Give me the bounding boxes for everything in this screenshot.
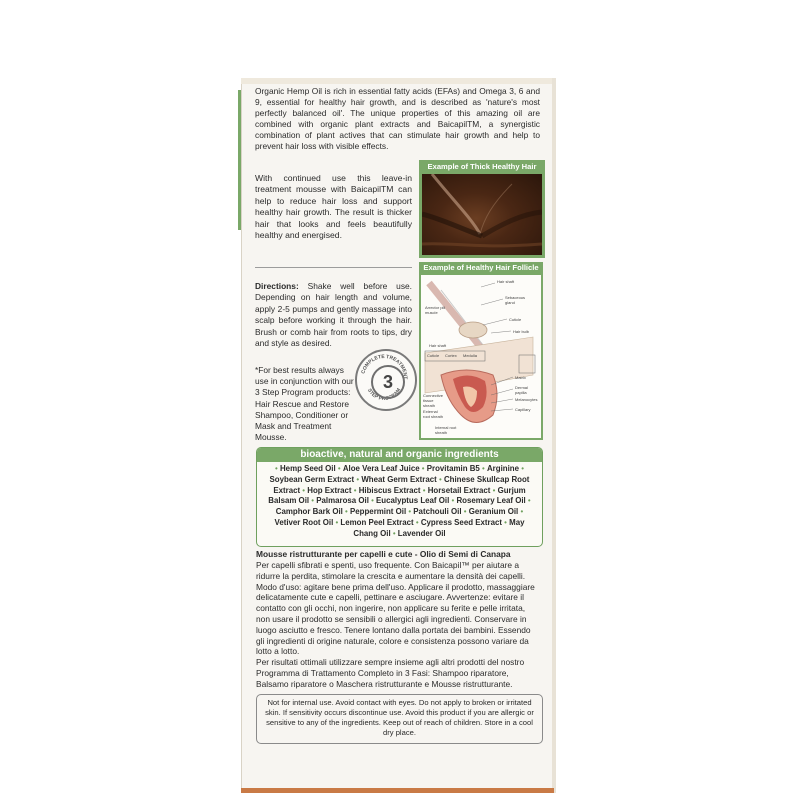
ingredient-item: Provitamin B5 [426,464,480,473]
hair-photo-illustration [422,174,542,255]
ingredient-bullet: • [335,464,343,473]
ingredient-bullet: • [519,464,524,473]
ingredients-box [256,447,543,547]
intro-paragraph: Organic Hemp Oil is rich in essential fatty acids (EFAs) and Omega 3, 6 and 9, essential for healthy hair growth, and is described as 'nature's most perfectly balanced oil'. The unique properties of this amazing oil are combined with organic plant extracts and BaicapilTM, a synergistic combination of plant actives that can stimulate hair growth and help to prevent hair loss with visible effects. [255,86,540,151]
ingredient-bullet: • [420,485,428,495]
ingredient-bullet: • [413,517,421,527]
warning-box [256,694,543,744]
follicle-label-sebaceous-gland: Sebaceous gland [505,295,526,305]
usage-paragraph: With continued use this leave-in treatment mousse with BaicapilTM can help to reduce hair loss and support healthy hair growth. The result is thicker hair that looks and feels beautifully healthy and energised. [255,173,412,241]
ingredient-bullet: • [342,507,351,517]
three-step-program-badge [355,349,417,411]
italian-extra-text: Per risultati ottimali utilizzare sempre insieme agli altri prodotti del nostro Programma di Trattamento Completo in 3 Fasi: Shampoo riparatore, Balsamo riparatore o Maschera ristrutturante e Mousse ristrutturante. [256,657,525,689]
ingredient-item: Geranium Oil [468,507,519,517]
ingredient-bullet: • [525,496,531,506]
ingredient-item: Hemp Seed Oil [279,464,336,473]
ingredient-item: Cypress Seed Extract [420,517,502,527]
ingredient-item: Lavender Oil [397,528,446,538]
follicle-label-external-root-sheath: External root sheath [423,409,444,419]
follicle-label-cortex: Cortex [445,353,457,358]
follicle-label-cuticle-2: Cuticle [427,353,440,358]
follicle-label-hair-bulb: Hair bulb [513,329,530,334]
ingredient-bullet: • [449,496,457,506]
panel-top-flap [241,78,554,84]
panel-right-edge [552,78,556,793]
ingredient-bullet: • [351,485,359,495]
ingredient-bullet: • [333,517,341,527]
ingredient-item: Chinese Skullcap Root Extract [273,474,530,495]
follicle-label-medulla: Medulla [463,353,478,358]
ingredient-bullet: • [390,528,398,538]
follicle-label-melanocytes: Melanocytes [515,397,538,402]
ingredient-bullet: • [275,464,280,473]
ingredient-item: Hop Extract [307,485,352,495]
badge-bottom-text: STEP PROGRAM [365,387,403,403]
badge-top-text: COMPLETE TREATMENT [360,353,409,380]
ingredient-item: Horsetail Extract [427,485,491,495]
section-divider [255,267,412,268]
ingredient-bullet: • [479,464,487,473]
thick-hair-photo [422,174,542,255]
ingredient-item: Eucalyptus Leaf Oil [376,496,450,506]
ingredient-bullet: • [461,507,469,517]
ingredient-item: Hibiscus Extract [358,485,421,495]
directions-paragraph [255,281,412,349]
ingredient-item: Patchouli Oil [413,507,462,517]
ingredient-bullet: • [300,485,308,495]
ingredients-title: bioactive, natural and organic ingredients [257,448,542,462]
ingredient-bullet: • [354,474,362,484]
panel-bottom-edge [241,788,554,793]
ingredient-bullet: • [368,496,377,506]
panel-left-green-edge [238,90,241,230]
ingredient-item: Gurjum Balsam Oil [268,485,526,506]
thick-hair-title: Example of Thick Healthy Hair [427,162,537,171]
ingredients-list [257,462,542,540]
follicle-label-hair-shaft-2: Hair shaft [429,343,447,348]
follicle-label-arrector-pili: Arrector pili muscle [425,305,446,315]
hair-follicle-example-card [419,262,543,440]
ingredient-item: Rosemary Leaf Oil [456,496,526,506]
ingredient-bullet: • [406,507,414,517]
italian-body-text: Per capelli sfibrati e spenti, uso frequente. Con Baicapil™ per aiutare a ridurre la perdita, stimolare la crescita e aumentare la densità dei capelli. Modo d'uso: agitare bene prima dell'uso. Applicare il prodotto, massaggiare delicatamente cute e capelli, pettinare e asciugare. Avvertenze: evitare il contatto con gli occhi, non ingerire, non applicare su ferite e pelle irritata, non usare il prodotto se sensibili o allergici agli ingredienti. Conservare in luogo asciutto e fresco. Tenere lontano dalla portata dei bambini. Essendo gli ingredienti di origine naturale, colore e consistenza possono variare da lotto a lotto. [256,560,535,657]
follicle-label-dermal-papilla: Dermal papilla [515,385,528,395]
ingredient-item: Wheat Germ Extract [361,474,437,484]
italian-title: Mousse ristrutturante per capelli e cute - Olio di Semi di Canapa [256,549,511,559]
follicle-label-cuticle: Cuticle [509,317,522,322]
directions-label: Directions: [255,281,299,291]
hair-follicle-diagram [421,275,541,438]
italian-description [256,560,541,690]
ingredient-item: Camphor Bark Oil [275,507,343,517]
warning-text: Not for internal use. Avoid contact with eyes. Do not apply to broken or irritated skin. If sensitivity occurs discontinue use. Avoid this product if you are allergic or sensitive to any of the ingredients. Keep out of reach of children. Store in a cool dry place. [265,698,534,737]
thick-hair-example-card [419,160,545,258]
directions-text: Shake well before use. Depending on hair length and volume, apply 2-5 pumps and gently massage into scalp before working it through the hair. Brush or comb hair from roots to tips, dry and style as desired. [255,281,412,349]
ingredient-bullet: • [501,517,510,527]
ingredient-item: Lemon Peel Extract [340,517,414,527]
badge-number: 3 [371,365,405,399]
follicle-label-internal-root-sheath: Internal root sheath [435,425,457,435]
follicle-label-matrix: Matrix [515,375,526,380]
follicle-label-connective-tissue: Connective tissue sheath [423,393,444,408]
ingredient-item: Peppermint Oil [350,507,407,517]
ingredient-item: Arginine [486,464,519,473]
ingredient-bullet: • [309,496,317,506]
ingredient-bullet: • [490,485,498,495]
ingredient-item: Palmarosa Oil [316,496,369,506]
ingredient-bullet: • [436,474,444,484]
follicle-label-capillary: Capillary [515,407,531,412]
ingredient-item: Soybean Germ Extract [269,474,355,484]
ingredient-item: Aloe Vera Leaf Juice [342,464,420,473]
ingredient-item: Vetiver Root Oil [274,517,334,527]
ingredient-bullet: • [518,507,524,517]
best-results-note: *For best results always use in conjunction with our 3 Step Program products: Hair Rescue and Restore Shampoo, Conditioner or Mask and Treatment Mousse. [255,365,354,443]
follicle-label-hair-shaft: Hair shaft [497,279,515,284]
hair-follicle-title: Example of Healthy Hair Follicle [423,263,539,272]
ingredient-item: May Chang Oil [353,517,525,538]
ingredient-bullet: • [419,464,427,473]
